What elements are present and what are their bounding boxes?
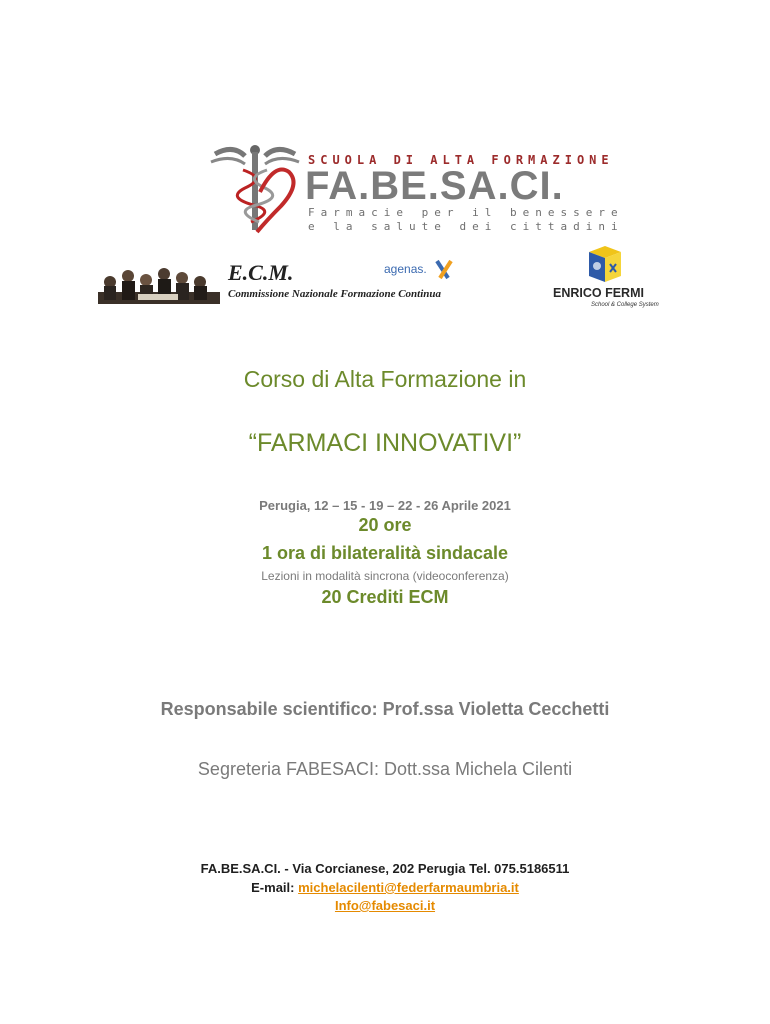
logo-tagline-school: SCUOLA DI ALTA FORMAZIONE — [308, 153, 614, 167]
ecm-title: E.C.M. — [228, 260, 294, 285]
contact-address: FA.BE.SA.CI. - Via Corcianese, 202 Perugia Tel. 075.5186511 — [200, 861, 570, 876]
course-heading: Corso di Alta Formazione in — [243, 366, 527, 392]
ecm-painting-image — [98, 264, 220, 304]
responsabile-scientifico: Responsabile scientifico: Prof.ssa Violetta Cecchetti — [160, 699, 610, 719]
fermi-name: ENRICO FERMI — [553, 286, 644, 300]
contact-email-line — [0, 880, 770, 895]
logo-wordmark: FA.BE.SA.CI. — [305, 164, 564, 208]
course-bilateral: 1 ora di bilateralità sindacale — [261, 543, 509, 563]
segreteria: Segreteria FABESACI: Dott.ssa Michela Cilenti — [197, 759, 573, 779]
email-label: E-mail: — [251, 880, 299, 895]
agenas-text: agenas. — [384, 262, 427, 276]
course-hours: 20 ore — [358, 515, 412, 535]
logo-tagline-1: Farmacie per il benessere — [308, 206, 624, 219]
course-credits: 20 Crediti ECM — [321, 587, 449, 607]
enrico-fermi-logo — [553, 244, 673, 314]
course-title: “FARMACI INNOVATIVI” — [248, 429, 522, 457]
fermi-subtitle: School & College System — [591, 302, 659, 308]
email-link-michela[interactable]: michelacilenti@federfarmaumbria.it — [298, 880, 519, 895]
email-link-info[interactable]: Info@fabesaci.it — [334, 898, 436, 913]
fermi-cube-icon — [585, 244, 625, 284]
course-dates: Perugia, 12 – 15 - 19 – 22 - 26 Aprile 2021 — [259, 498, 511, 513]
ecm-subtitle: Commissione Nazionale Formazione Continua — [228, 288, 442, 300]
agenas-logo — [384, 258, 464, 286]
agenas-mark-icon — [434, 258, 456, 282]
contact-email-info-line — [0, 898, 770, 913]
fabesaci-logo — [205, 140, 624, 240]
logo-tagline-2: e la salute dei cittadini — [308, 220, 624, 233]
course-mode: Lezioni in modalità sincrona (videoconferenza) — [261, 569, 509, 583]
caduceus-heart-icon — [205, 140, 305, 240]
